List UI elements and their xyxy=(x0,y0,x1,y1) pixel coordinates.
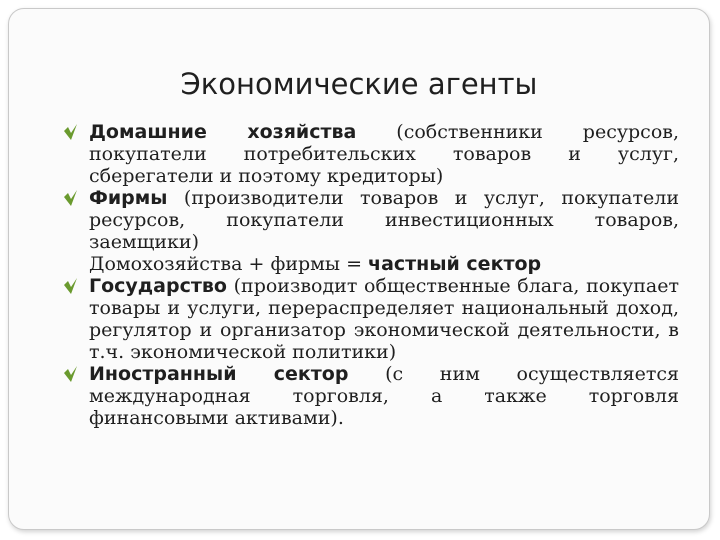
private-sector-summary xyxy=(89,253,679,275)
check-v-icon xyxy=(63,277,79,295)
item-label: Иностранный сектор xyxy=(89,363,349,385)
list-item-government xyxy=(89,275,679,363)
summary-prefix: Домохозяйства + фирмы = xyxy=(89,253,369,275)
item-text: (собственники ресурсов, покупатели потребительских товаров и услуг, сберегатели и поэтому кредиторы) xyxy=(89,121,679,187)
item-text: (производит общественные блага, покупает товары и услуги, перераспределяет национальный доход, регулятор и организатор экономической деятельности, в т.ч. экономической политики) xyxy=(89,275,679,363)
slide xyxy=(8,8,710,530)
agents-list xyxy=(89,121,679,429)
check-v-icon xyxy=(63,123,79,141)
check-v-icon xyxy=(63,365,79,383)
check-v-icon xyxy=(63,189,79,207)
slide-title: Экономические агенты xyxy=(180,67,538,101)
item-label: Домашние хозяйства xyxy=(89,121,357,143)
item-label: Государство xyxy=(89,275,227,297)
summary-emphasis: частный сектор xyxy=(368,253,542,275)
item-text: (с ним осуществляется международная торговля, а также торговля финансовыми активами). xyxy=(89,363,680,429)
item-label: Фирмы xyxy=(89,187,168,209)
list-item-households xyxy=(89,121,679,187)
list-item-foreign-sector xyxy=(89,363,679,429)
list-item-firms xyxy=(89,187,679,253)
item-text: (производители товаров и услуг, покупатели ресурсов, покупатели инвестиционных товаров, заемщики) xyxy=(89,187,679,253)
